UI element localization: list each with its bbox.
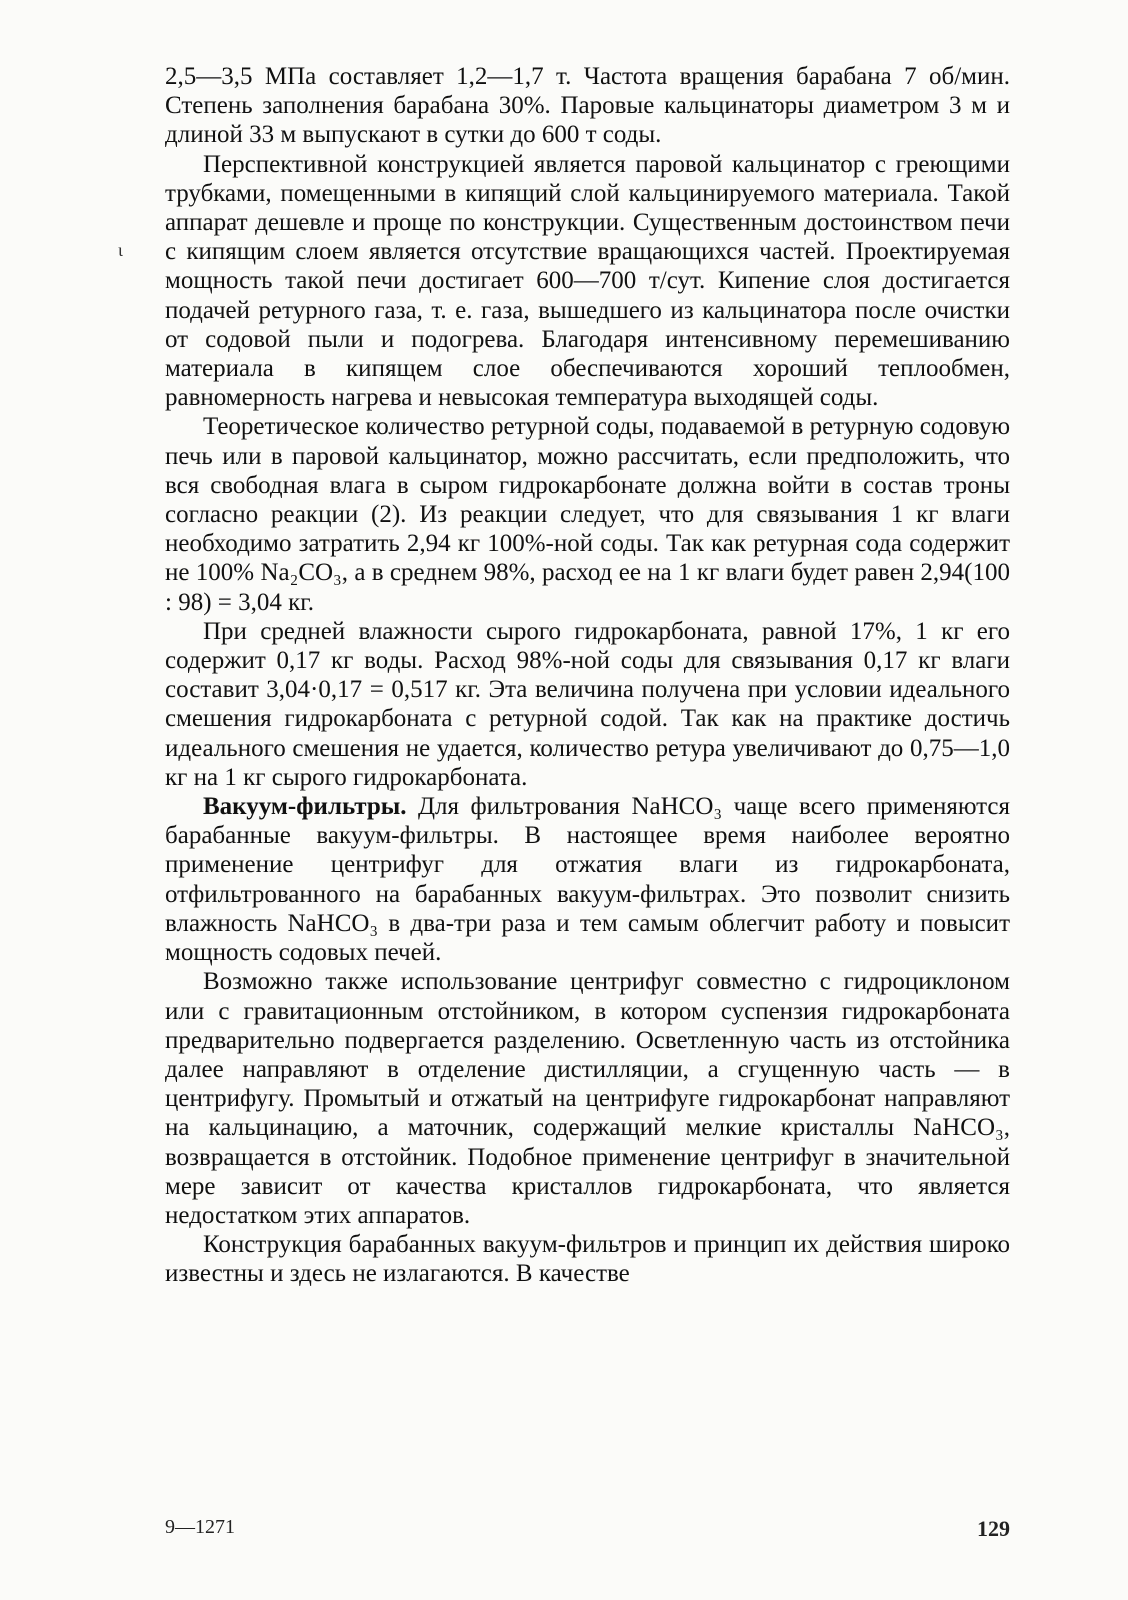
paragraph-text: Перспективной конструкцией является паровой кальцинатор с греющими трубками, помещенными в кипящий слой кальцинируемого материала. Такой аппарат дешевле и проще по конструкции. Существенным достоинством печи с кипящим слоем является отсутствие вращающихся частей. Проектируемая мощность такой печи достигает 600—700 т/сут. Кипение слоя достигается подачей ретурного газа, т. е. газа, вышедшего из кальцинатора после очистки от содовой пыли и подогрева. Благодаря интенсивному перемешиванию материала в кипящем слое обеспечиваются хороший теплообмен, равномерность нагрева и невысокая температура выходящей соды. bbox=[165, 150, 1010, 412]
paragraph-text: Теоретическое количество ретурной соды, подаваемой в ретурную содовую печь или в паровой кальцинатор, можно рассчитать, если предположить, что вся свободная влага в сыром гидрокарбонате должна войти в состав троны согласно реакции (2). Из реакции следует, что для связывания 1 кг влаги необходимо затратить 2,94 кг 100%-ной соды. Так как ретурная сода содержит не 100% Na₂CO₃, а в среднем 98%, расход ее на 1 кг влаги будет равен 2,94(100 : 98) = 3,04 кг. bbox=[165, 413, 1010, 616]
paragraph-text: Конструкция барабанных вакуум-фильтров и принцип их действия широко известны и здесь не излагаются. В качестве bbox=[165, 1231, 1010, 1288]
body-text bbox=[165, 62, 1010, 1289]
paragraph-drum-filter-construction bbox=[165, 1230, 1010, 1288]
page-number: 129 bbox=[977, 1516, 1010, 1541]
section-heading-vacuum-filters: Вакуум-фильтры. bbox=[203, 793, 407, 821]
paragraph-vacuum-filters bbox=[165, 792, 1010, 967]
footer-signature: 9—1271 bbox=[165, 1516, 235, 1538]
paragraph-theoretical-recycle-soda bbox=[165, 412, 1010, 616]
paragraph-text: Возможно также использование центрифуг совместно с гидроциклоном или с гравитационным отстойником, в котором суспензия гидрокарбоната предварительно подвергается разделению. Осветленную часть из отстойника далее направляют в отделение дистилляции, а сгущенную часть — в центрифугу. Промытый и отжатый на центрифуге гидрокарбонат направляют на кальцинацию, а маточник, содержащий мелкие кристаллы NaHCO₃, возвращается в отстойник. Подобное применение центрифуг в значительной мере зависит от качества кристаллов гидрокарбоната, что является недостатком этих аппаратов. bbox=[165, 968, 1010, 1229]
margin-mark: ɩ bbox=[118, 240, 123, 260]
paragraph-soda-calciners-capacity bbox=[165, 62, 1010, 150]
paragraph-moisture-calculation bbox=[165, 617, 1010, 792]
paragraph-text: 2,5—3,5 МПа составляет 1,2—1,7 т. Частота вращения барабана 7 об/мин. Степень заполнения барабана 30%. Паровые кальцинаторы диаметром 3 м и длиной 33 м выпускают в сутки до 600 т соды. bbox=[165, 63, 1010, 149]
paragraph-text: Для фильтрования NaHCO₃ чаще всего применяются барабанные вакуум-фильтры. В настоящее время наиболее вероятно применение центрифуг для отжатия влаги из гидрокарбоната, отфильтрованного на барабанных вакуум-фильтрах. Это позволит снизить влажность NaHCO₃ в два-три раза и тем самым облегчит работу и повысит мощность содовых печей. bbox=[165, 793, 1010, 967]
paragraph-text: При средней влажности сырого гидрокарбоната, равной 17%, 1 кг его содержит 0,17 кг воды. Расход 98%-ной соды для связывания 0,17 кг влаги составит 3,04·0,17 = 0,517 кг. Эта величина получена при условии идеального смешения гидрокарбоната с ретурной содой. Так как на практике достичь идеального смешения не удается, количество ретура увеличивают до 0,75—1,0 кг на 1 кг сырого гидрокарбоната. bbox=[165, 617, 1010, 791]
paragraph-centrifuge-hydrocyclone bbox=[165, 967, 1010, 1230]
paragraph-fluidized-bed-calciner bbox=[165, 150, 1010, 413]
